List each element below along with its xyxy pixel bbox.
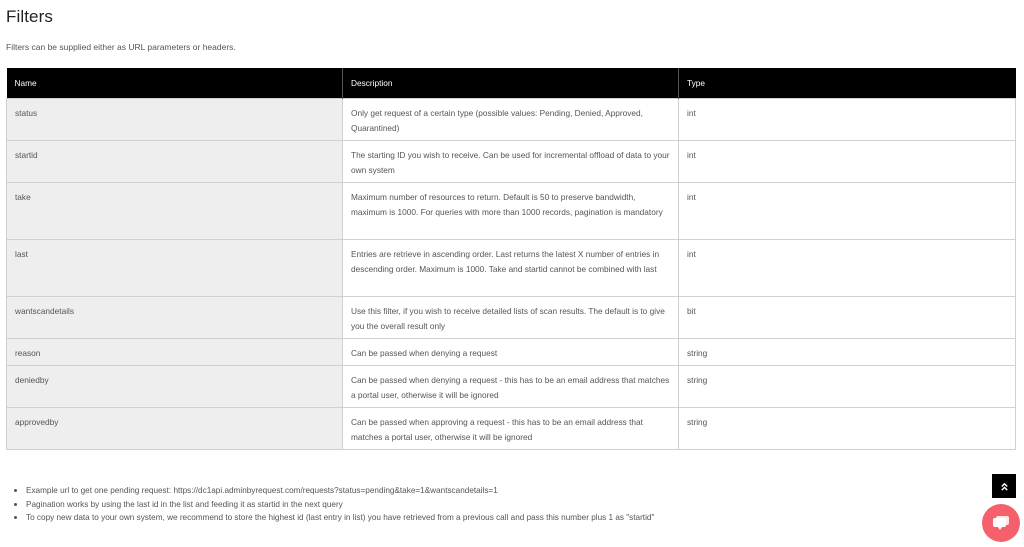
note-item: To copy new data to your own system, we recommend to store the highest id (last entry in list) you have retrieved from a previous call and pass this number plus 1 as "startid" xyxy=(14,511,654,525)
filter-type: string xyxy=(679,338,1016,365)
table-row xyxy=(7,239,1016,296)
filter-description: Use this filter, if you wish to receive detailed lists of scan results. The default is to give you the overall result only xyxy=(343,296,679,338)
filter-type: bit xyxy=(679,296,1016,338)
filter-description: The starting ID you wish to receive. Can be used for incremental offload of data to your own system xyxy=(343,140,679,182)
table-row xyxy=(7,365,1016,407)
notes-list xyxy=(14,484,654,525)
table-row xyxy=(7,338,1016,365)
filter-description: Can be passed when denying a request - this has to be an email address that matches a portal user, otherwise it will be ignored xyxy=(343,365,679,407)
note-item: Example url to get one pending request: https://dc1api.adminbyrequest.com/requests?status=pending&take=1&wantscandetails=1 xyxy=(14,484,654,498)
filter-type: string xyxy=(679,407,1016,449)
filter-description: Maximum number of resources to return. Default is 50 to preserve bandwidth, maximum is 1000. For queries with more than 1000 records, pagination is mandatory xyxy=(343,182,679,239)
filters-table xyxy=(6,68,1016,450)
table-row xyxy=(7,296,1016,338)
intro-text: Filters can be supplied either as URL parameters or headers. xyxy=(6,42,236,52)
table-row xyxy=(7,182,1016,239)
filter-name: status xyxy=(7,98,343,140)
page-title: Filters xyxy=(6,7,53,26)
chat-bubble-icon xyxy=(992,515,1010,531)
filter-name: reason xyxy=(7,338,343,365)
filter-type: int xyxy=(679,182,1016,239)
filter-type: int xyxy=(679,239,1016,296)
double-chevron-up-icon xyxy=(1000,482,1009,491)
filter-type: int xyxy=(679,98,1016,140)
filter-description: Only get request of a certain type (possible values: Pending, Denied, Approved, Quarantined) xyxy=(343,98,679,140)
table-row xyxy=(7,140,1016,182)
filter-name: deniedby xyxy=(7,365,343,407)
filter-description: Entries are retrieve in ascending order. Last returns the latest X number of entries in descending order. Maximum is 1000. Take and startid cannot be combined with last xyxy=(343,239,679,296)
filter-type: string xyxy=(679,365,1016,407)
filter-type: int xyxy=(679,140,1016,182)
column-header-description: Description xyxy=(343,68,679,98)
table-row xyxy=(7,407,1016,449)
filter-name: take xyxy=(7,182,343,239)
filter-name: approvedby xyxy=(7,407,343,449)
scroll-to-top-button[interactable] xyxy=(992,474,1016,498)
filter-name: startid xyxy=(7,140,343,182)
note-item: Pagination works by using the last id in the list and feeding it as startid in the next query xyxy=(14,498,654,512)
filter-description: Can be passed when denying a request xyxy=(343,338,679,365)
table-row xyxy=(7,98,1016,140)
filter-name: wantscandetails xyxy=(7,296,343,338)
filter-name: last xyxy=(7,239,343,296)
chat-button[interactable] xyxy=(982,504,1020,542)
filter-description: Can be passed when approving a request - this has to be an email address that matches a portal user, otherwise it will be ignored xyxy=(343,407,679,449)
column-header-name: Name xyxy=(7,68,343,98)
table-header-row xyxy=(7,68,1016,98)
column-header-type: Type xyxy=(687,77,705,88)
